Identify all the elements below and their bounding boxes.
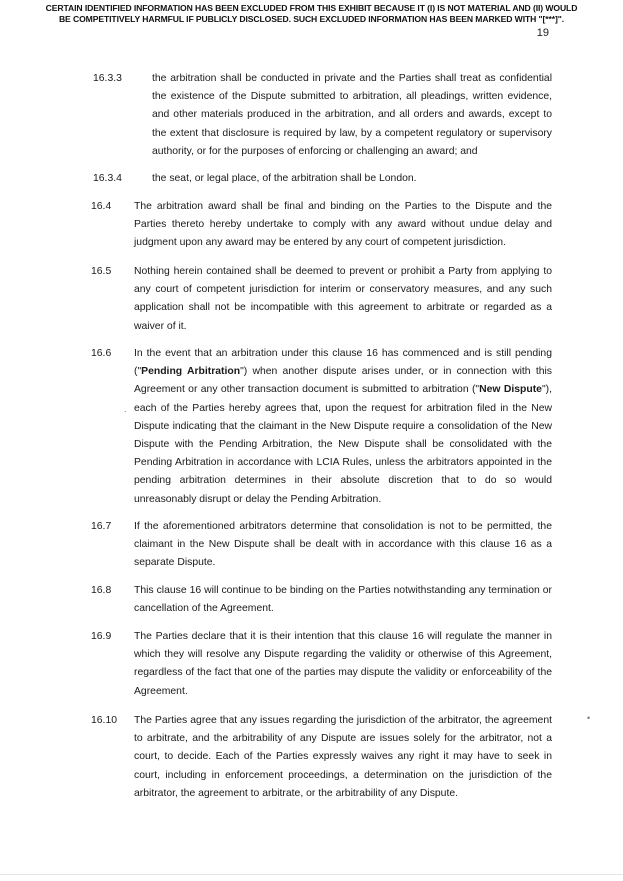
clause-text: This clause 16 will continue to be binding on the Parties notwithstanding any termination or cancellation of the Agreement. [134,585,552,615]
clause-text: If the aforementioned arbitrators determine that consolidation is not to be permitted, the claimant in the New Dispute shall be dealt with in accordance with this clause 16 as a separate Dispute. [134,521,552,569]
clause-number: 16.5 [91,266,112,277]
clause-number: 16.7 [91,521,112,532]
exclusion-notice-header [8,3,615,25]
clause-number: 16.4 [91,201,112,212]
clause-number: 16.8 [91,585,112,596]
header-line-1: CERTAIN IDENTIFIED INFORMATION HAS BEEN EXCLUDED FROM THIS EXHIBIT BECAUSE IT (I) IS NOT MATERIAL AND (II) WOULD [45,3,578,13]
clause-number: 16.10 [91,715,118,726]
clause-number: 16.6 [91,348,112,359]
clause-text: the arbitration shall be conducted in private and the Parties shall treat as confidential the existence of the Dispute submitted to arbitration, all pleadings, written evidence, and other materials produced in the arbitration, and all orders and awards, except to the extent that disclosure is required by law, by a competent regulatory or supervisory authority, or for the purposes of enforcing or challenging an award; and [152,73,552,157]
page-bottom-edge [0,874,623,875]
page-number: 19 [536,27,549,39]
clause-text: The Parties declare that it is their intention that this clause 16 will regulate the manner in which they will resolve any Dispute regarding the validity or otherwise of this Agreement, regardless of the fact that one of the parties may dispute the validity or enforceability of the Agreement. [134,631,552,697]
clause-number: 16.9 [91,631,112,642]
scan-speck: . [124,404,127,414]
defined-term-pending-arbitration: Pending Arbitration [141,366,241,378]
clause-number: 16.3.3 [93,73,122,84]
clause-text: Nothing herein contained shall be deemed to prevent or prohibit a Party from applying to any court of competent jurisdiction for interim or conservatory measures, and any such application shall not be incompatible with this agreement to arbitrate or regarded as a waiver of it. [134,266,552,332]
header-line-2: BE COMPETITIVELY HARMFUL IF PUBLICLY DISCLOSED. SUCH EXCLUDED INFORMATION HAS BEEN MARKED WITH "[***]". [58,14,565,24]
clause-text: the seat, or legal place, of the arbitration shall be London. [152,173,417,184]
scan-speck: • [587,713,591,723]
clause-text: The arbitration award shall be final and binding on the Parties to the Dispute and the Parties thereto hereby undertake to comply with any award without undue delay and judgment upon any award may be entered by any court of competent jurisdiction. [134,201,552,249]
defined-term-new-dispute: New Dispute [479,384,542,396]
clause-number: 16.3.4 [93,173,122,184]
clause-text: In the event that an arbitration under this clause 16 has commenced and is still pending ("Pending Arbitration") when another dispute arises under, or in connection with this Agreement or any other transaction document is submitted to arbitration ("New Dispute"), each of the Parties hereby agrees that, upon the request for arbitration filed in the New Dispute indicating that the claimant in the New Dispute require a consolidation of the New Dispute with the Pending Arbitration, the New Dispute shall be consolidated with the Pending Arbitration in accordance with LCIA Rules, unless the arbitrators appointed in the pending arbitration determines in their absolute discretion that to do so would unreasonably disrupt or delay the Pending Arbitration. [134,348,552,505]
clause-text: The Parties agree that any issues regarding the jurisdiction of the arbitrator, the agreement to arbitrate, and the arbitrability of any Dispute are issues solely for the arbitrator, not a court, to decide. Each of the Parties expressly waives any right it may have to seek in court, including in enforcement proceedings, a determination on the jurisdiction of the arbitrator, the agreement to arbitrate, or the arbitrability of any Dispute. [134,715,552,799]
